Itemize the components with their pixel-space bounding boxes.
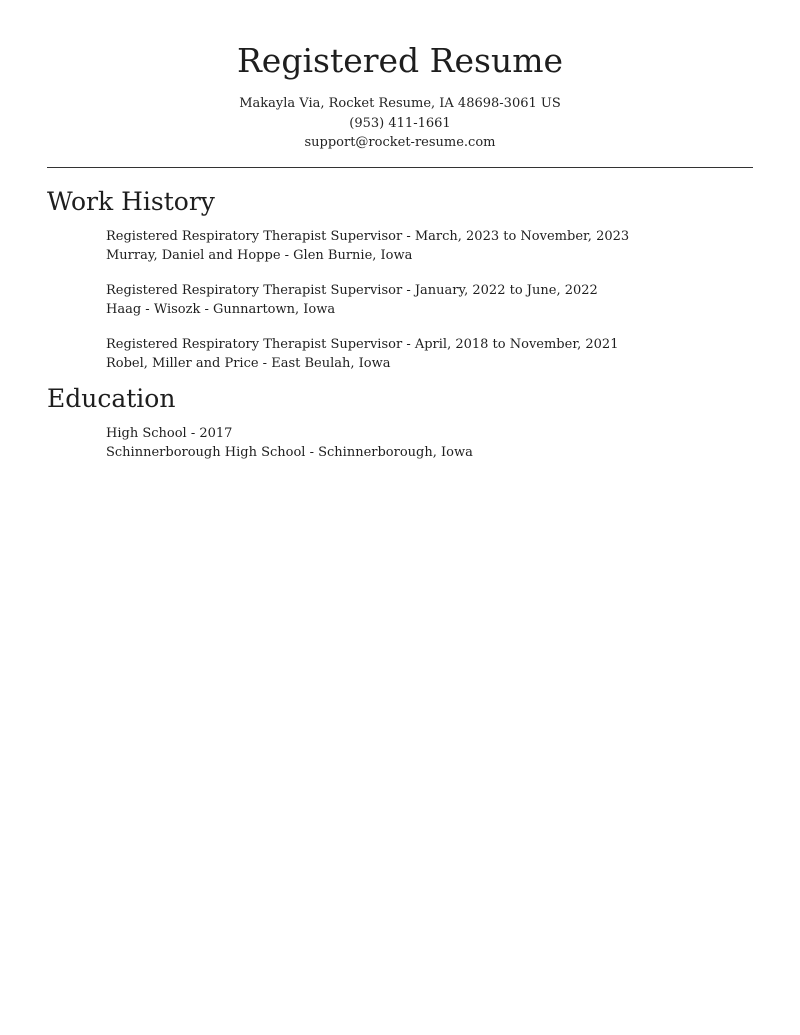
education-entry [106,424,746,462]
resume-title: Registered Resume [236,41,564,80]
work-entry-employer: Robel, Miller and Price - East Beulah, Iowa [106,356,391,371]
work-entry-employer: Haag - Wisozk - Gunnartown, Iowa [106,302,336,317]
work-entry [106,227,746,265]
work-entry [106,335,746,373]
contact-email: support@rocket-resume.com [304,135,496,150]
work-history-heading: Work History [47,187,215,216]
work-entry-title: Registered Respiratory Therapist Supervisor - January, 2022 to June, 2022 [106,283,598,298]
education-entry-degree: High School - 2017 [106,426,233,441]
work-entry-employer: Murray, Daniel and Hoppe - Glen Burnie, Iowa [106,248,413,263]
contact-phone: (953) 411-1661 [349,115,451,131]
contact-info [0,94,800,153]
work-entry-title: Registered Respiratory Therapist Supervisor - April, 2018 to November, 2021 [106,337,619,352]
education-heading: Education [47,384,176,413]
contact-address: Makayla Via, Rocket Resume, IA 48698-3061 US [239,96,561,111]
work-entry [106,281,746,319]
work-entry-title: Registered Respiratory Therapist Supervisor - March, 2023 to November, 2023 [106,229,630,244]
header-divider [47,167,753,168]
education-entry-school: Schinnerborough High School - Schinnerborough, Iowa [106,445,473,460]
resume-header [0,38,800,153]
